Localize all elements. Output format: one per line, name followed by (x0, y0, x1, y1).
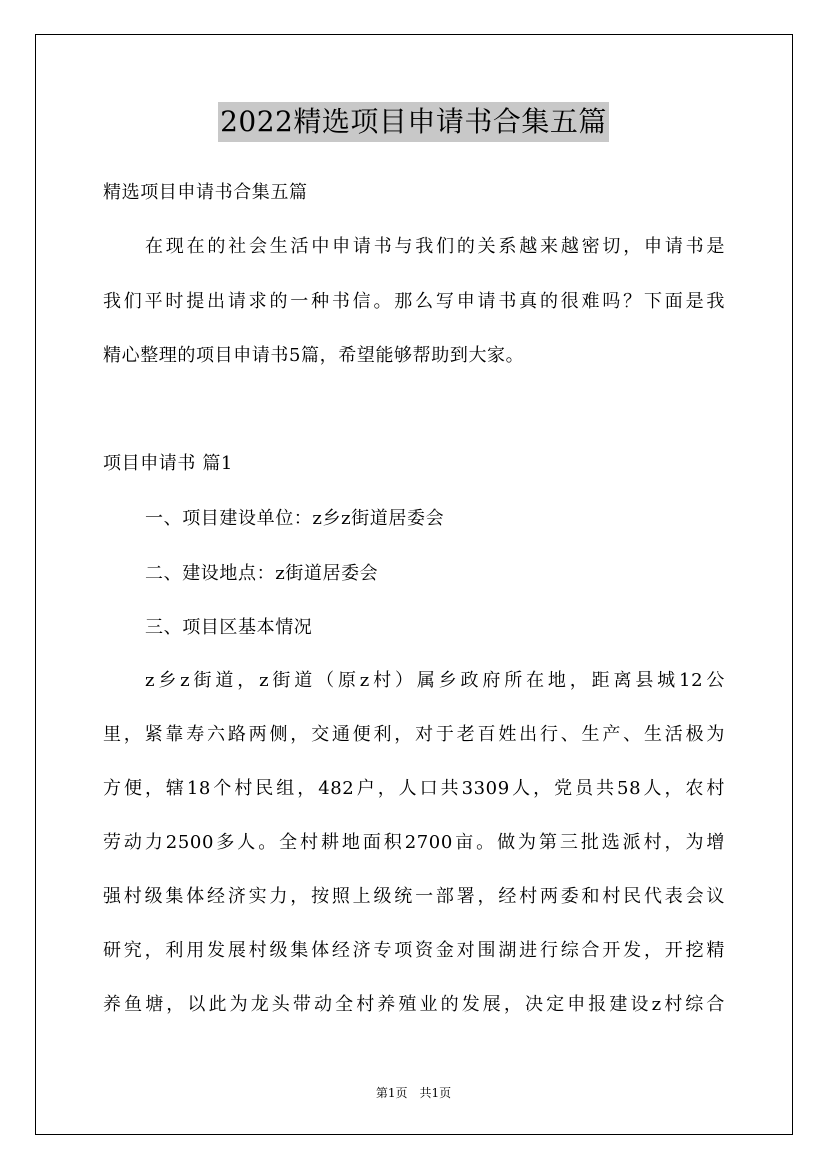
body-paragraph-line: 劳动力2500多人。全村耕地面积2700亩。做为第三批选派村，为增 (103, 832, 725, 853)
body-paragraph-line: z乡z街道，z街道（原z村）属乡政府所在地，距离县城12公 (145, 670, 725, 691)
list-item: 一、项目建设单位：z乡z街道居委会 (145, 508, 445, 529)
body-paragraph-line: 养鱼塘，以此为龙头带动全村养殖业的发展，决定申报建设z村综合 (103, 994, 725, 1015)
section-heading: 项目申请书 篇1 (103, 453, 233, 474)
title-container (0, 102, 827, 142)
body-paragraph-line: 强村级集体经济实力，按照上级统一部署，经村两委和村民代表会议 (103, 886, 725, 907)
list-item: 二、建设地点：z街道居委会 (145, 563, 379, 584)
body-paragraph-line: 里，紧靠寿六路两侧，交通便利，对于老百姓出行、生产、生活极为 (103, 724, 725, 745)
document-subtitle: 精选项目申请书合集五篇 (103, 182, 308, 203)
body-paragraph-line: 方便，辖18个村民组，482户，人口共3309人，党员共58人，农村 (103, 778, 725, 799)
list-item: 三、项目区基本情况 (145, 617, 313, 638)
intro-paragraph-line: 精心整理的项目申请书5篇，希望能够帮助到大家。 (103, 345, 525, 366)
intro-paragraph-line: 我们平时提出请求的一种书信。那么写申请书真的很难吗？下面是我 (103, 291, 725, 312)
body-paragraph-line: 研究，利用发展村级集体经济专项资金对围湖进行综合开发，开挖精 (103, 940, 725, 961)
document-title: 2022精选项目申请书合集五篇 (218, 102, 609, 142)
intro-paragraph-line: 在现在的社会生活中申请书与我们的关系越来越密切，申请书是 (145, 236, 725, 257)
page-footer: 第1页 共1页 (375, 1086, 452, 1100)
